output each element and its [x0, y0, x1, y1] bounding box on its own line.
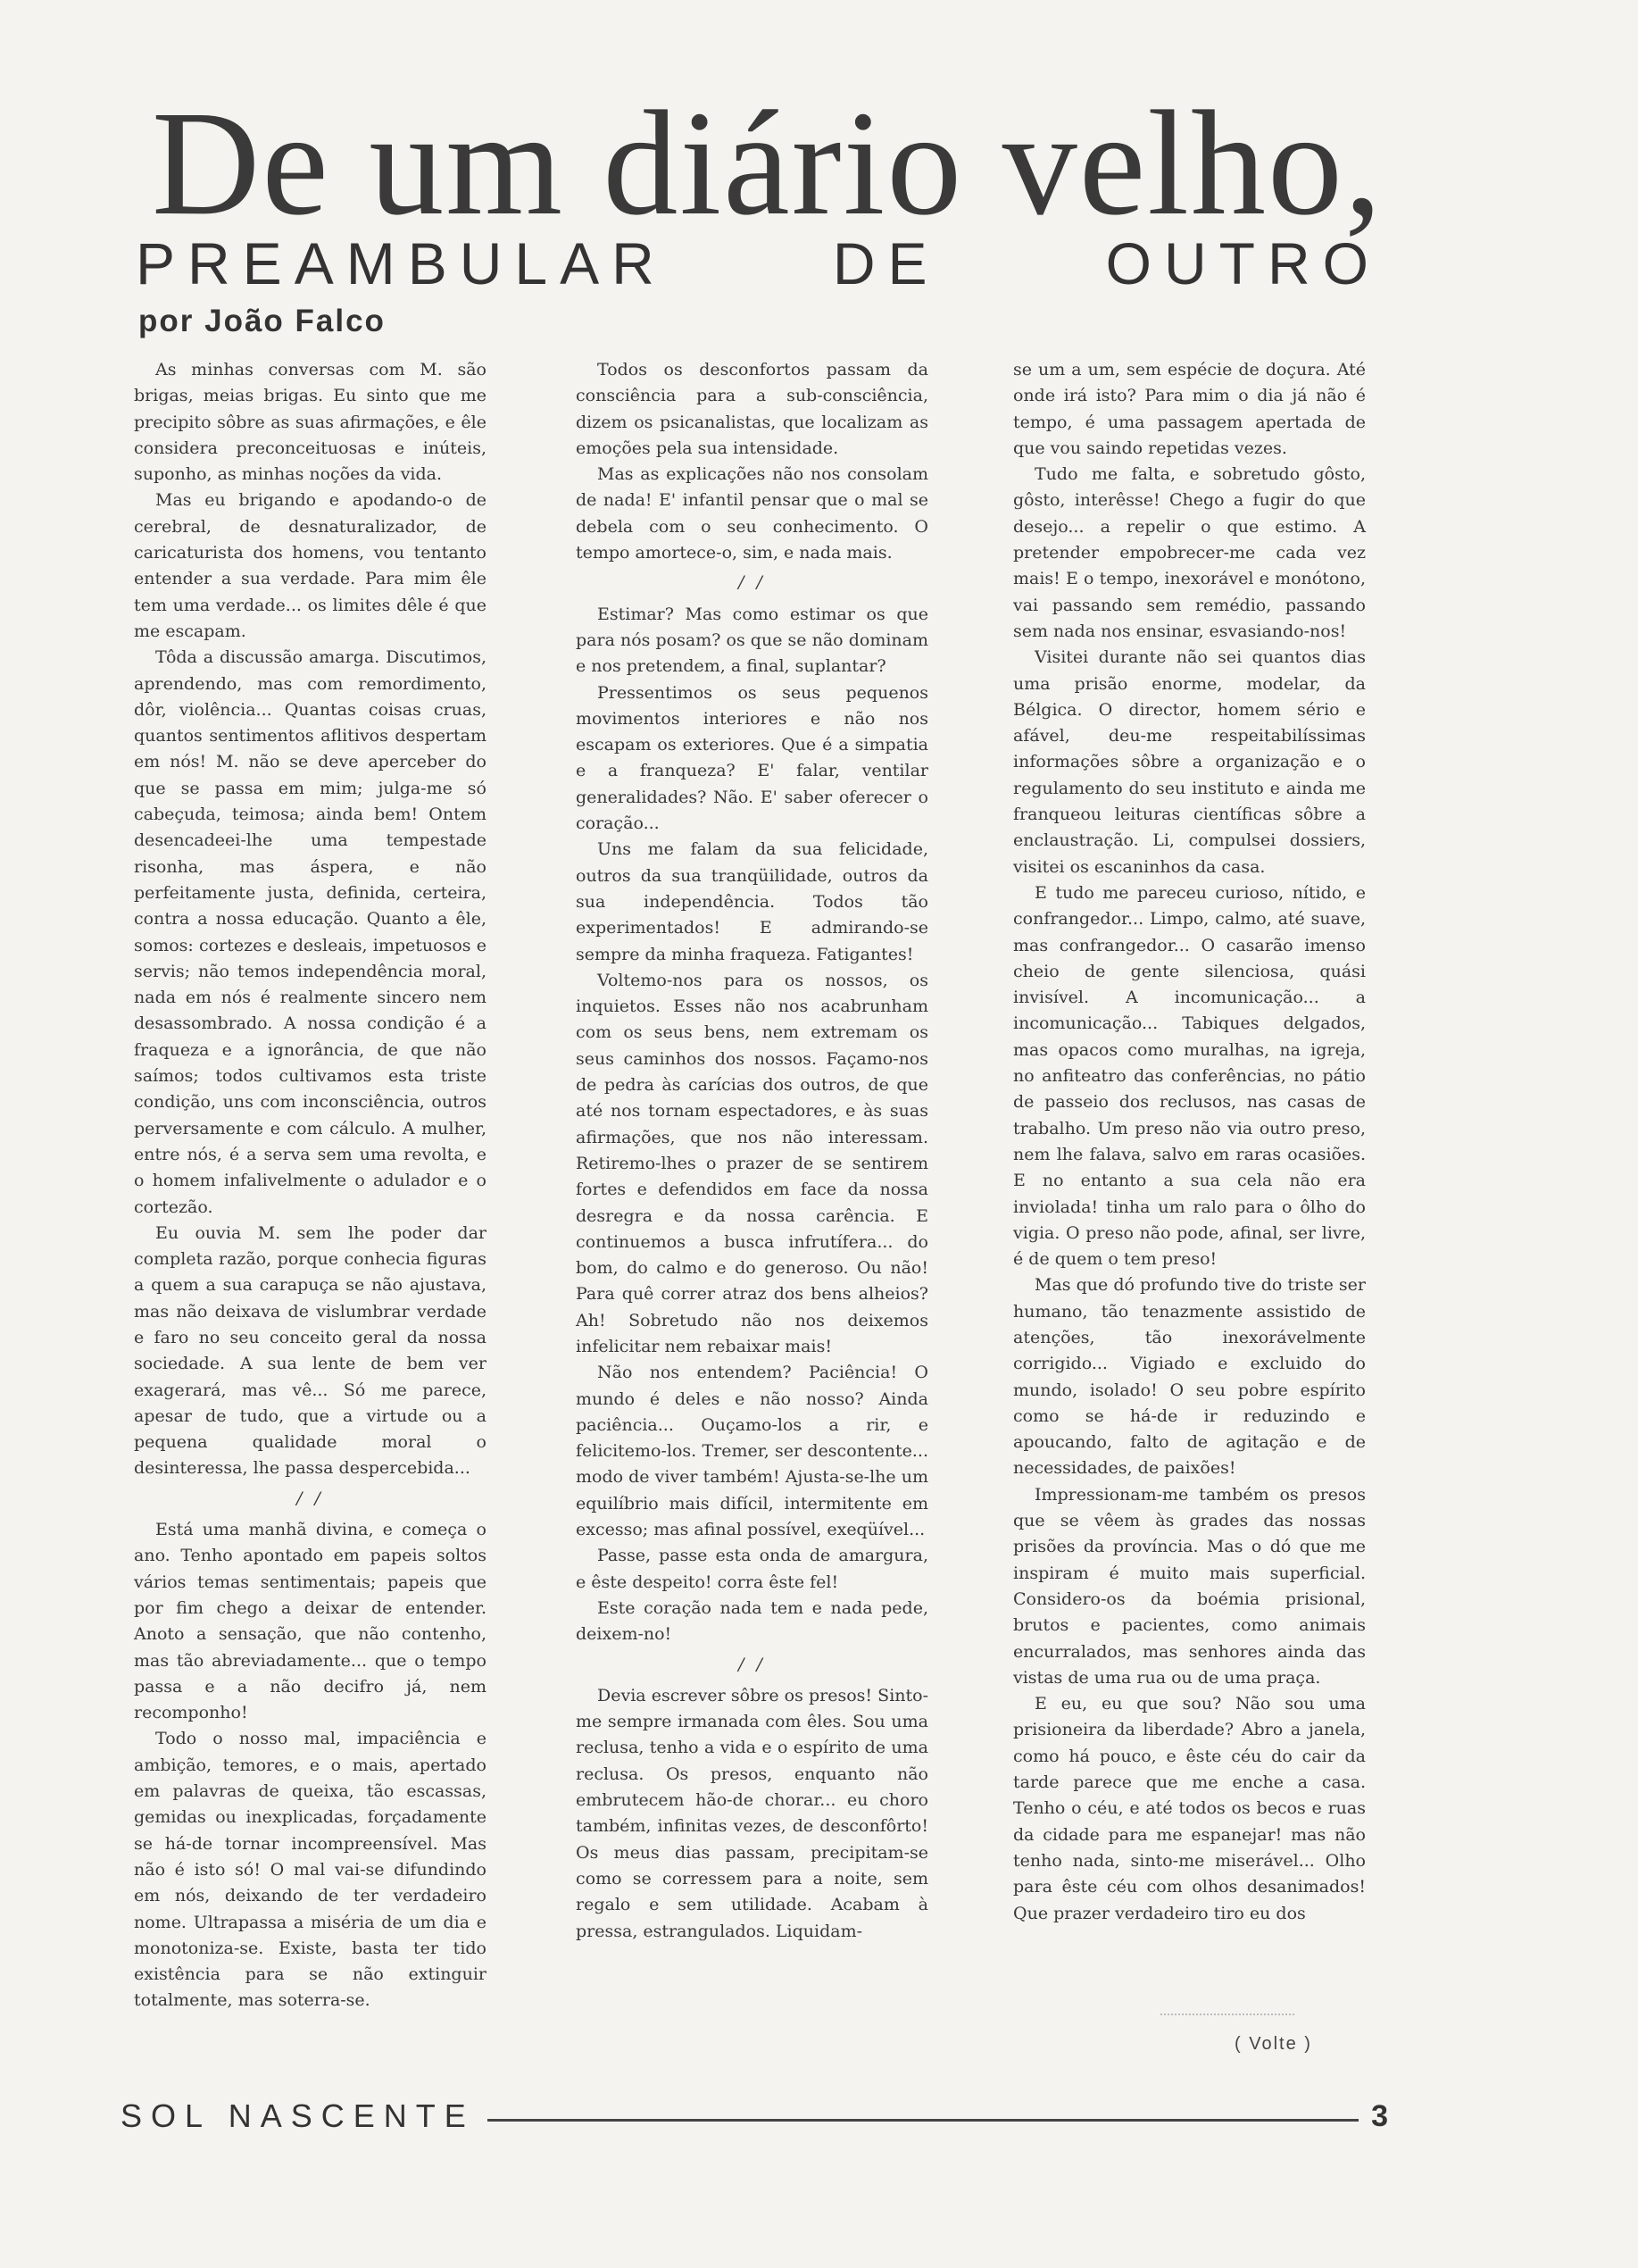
paragraph: Mas que dó profundo tive do triste ser humano, tão tenazmente assistido de atenções, tão inexorávelmente corrigido... Vigiado e excluido do mundo, isolado! O seu pobre espírito como se há-de ir reduzindo e apoucando, falto de agitação e de necessidades, de paixões! [1013, 1275, 1366, 1479]
paragraph: Eu ouvia M. sem lhe poder dar completa razão, porque conhecia figuras a quem a sua carapuça se não ajustava, mas não deixava de vislumbrar verdade e faro no seu conceito geral da nossa sociedade. A sua lente de bem ver exagerará, mas vê... Só me parece, apesar de tudo, que a virtude ou a pequena qualidade moral o desinteressa, lhe passa despercebida... [134, 1222, 486, 1479]
paragraph-continued: se um a um, sem espécie de doçura. Até onde irá isto? Para mim o dia já não é tempo, é uma passagem apertada de que vou saindo repetidas vezes. [1013, 360, 1366, 458]
paragraph: Tôda a discussão amarga. Discutimos, aprendendo, mas com remordimento, dôr, violência... Quantas coisas cruas, quantos sentimentos aflitivos despertam em nós! M. não se deve aperceber do que se passa em mim; julga-me só cabeçuda, teimosa; ainda bem! Ontem desencadeei-lhe uma tempestade risonha, mas áspera, e não perfeitamente justa, definida, certeira, contra a nossa educação. Quanto a êle, somos: cortezes e desleais, impetuosos e servis; não temos independência moral, nada em nós é realmente sincero nem desassombrado. A nossa condição é a fraqueza e a ignorância, de que não saímos; todos cultivamos esta triste condição, uns com inconsciência, outros perversamente e com cálculo. A mulher, entre nós, é a serva sem uma revolta, e o homem infalivelmente o adulador e o cortezão. [134, 647, 486, 1217]
paragraph: Estimar? Mas como estimar os que para nós posam? os que se não dominam e nos pretendem, a final, suplantar? [576, 604, 928, 677]
paragraph: Todos os desconfortos passam da consciência para a sub-consciência, dizem os psicanalistas, que localizam as emoções pela sua intensidade. [576, 360, 928, 458]
footer-rule [487, 2119, 1359, 2122]
paragraph: Mas as explicações não nos consolam de nada! E' infantil pensar que o mal se debela com o seu conhecimento. O tempo amortece-o, sim, e nada mais. [576, 464, 928, 563]
continued-note: ( Volte ) [1235, 2034, 1312, 2054]
section-separator: / / [738, 1654, 766, 1674]
page-number: 3 [1371, 2098, 1388, 2133]
paragraph: Não nos entendem? Paciência! O mundo é deles e não nosso? Ainda paciência... Ouçamo-los a rir, e felicitemo-los. Tremer, ser descontente... modo de viver também! Ajusta-se-lhe um equilíbrio mais difícil, intermitente em excesso; mas afinal possível, exeqüível... [576, 1363, 928, 1540]
paragraph: Devia escrever sôbre os presos! Sinto-me sempre irmanada com êles. Sou uma reclusa, tenho a vida e o espírito de uma reclusa. Os presos, enquanto não embrutecem hão-de chorar... eu choro também, infinitas vezes, de desconfôrto! Os meus dias passam, precipitam-se como se corressem para a noite, sem regalo e sem utilidade. Acabam à pressa, estrangulados. Liquidam- [576, 1685, 928, 1941]
paragraph: As minhas conversas com M. são brigas, meias brigas. Eu sinto que me precipito sôbre as suas afirmações, e êle considera preconceituosas e inúteis, suponho, as minhas noções da vida. [134, 360, 486, 485]
paragraph: Visitei durante não sei quantos dias uma prisão enorme, modelar, da Bélgica. O director, homem sério e afável, deu-me respeitabilíssimas informações sôbre a organização e o regulamento do seu instituto e ainda me franqueou leituras científicas sôbre a enclaustração. Li, compulsei dossiers, visitei os escaninhos da casa. [1013, 647, 1366, 877]
title-word: um [369, 80, 564, 246]
paragraph: Pressentimos os seus pequenos movimentos interiores e não nos escapam os exteriores. Que é a simpatia e a franqueza? E' falar, ventilar generalidades? Não. E' saber oferecer o coração... [576, 682, 928, 834]
subtitle-word: OUTRO [1105, 230, 1381, 296]
paragraph: Mas eu brigando e apodando-o de cerebral, de desnaturalizador, de caricaturista dos homens, vou tentanto entender a sua verdade. Para mim êle tem uma verdade... os limites dêle é que me escapam. [134, 490, 486, 641]
text-column-2 [576, 357, 928, 1945]
title-word: diário [603, 80, 964, 246]
text-column-1 [134, 357, 486, 2014]
section-separator: / / [296, 1488, 324, 1508]
paragraph: E tudo me pareceu curioso, nítido, e confrangedor... Limpo, calmo, até suave, mas confrangedor... O casarão imenso cheio de gente silenciosa, quási invisível. A incomunicação... a incomunicação... Tabiques delgados, mas opacos como muralhas, na igreja, no anfiteatro das conferências, no pátio de passeio dos reclusos, nas casas de trabalho. Um preso não via outro preso, nem lhe falava, salvo em raras ocasiões. E no entanto a sua cela não era inviolada! tinha um ralo para o ôlho do vigia. O preso não pode, afinal, ser livre, é de quem o tem preso! [1013, 882, 1366, 1270]
publication-name: SOL NASCENTE [121, 2097, 475, 2134]
paragraph: Uns me falam da sua felicidade, outros da sua tranqüilidade, outros da sua independência. Todos tão experimentados! E admirando-se sempre da minha fraqueza. Fatigantes! [576, 839, 928, 964]
page-footer [121, 2089, 1388, 2143]
subtitle-word: DE [832, 230, 940, 296]
subtitle-word: PREAMBULAR [136, 230, 667, 296]
section-separator: / / [738, 572, 766, 593]
article-title [152, 79, 1384, 248]
paragraph: Passe, passe esta onda de amargura, e êste despeito! corra êste fel! [576, 1546, 928, 1592]
ink-speckle [1160, 2014, 1294, 2021]
paragraph: E eu, eu que sou? Não sou uma prisioneira da liberdade? Abro a janela, como há pouco, e êste céu do cair da tarde parece que me enche a casa. Tenho o céu, e até todos os becos e ruas da cidade para me espanejar! mas não tenho nada, sinto-me miserável... Olho para êste céu com olhos desanimados! Que prazer verdadeiro tiro eu dos [1013, 1694, 1366, 1923]
paragraph: Está uma manhã divina, e começa o ano. Tenho apontado em papeis soltos vários temas sentimentais; papeis que por fim chego a deixar de entender. Anoto a sensação, que não contenho, mas tão abreviadamente... que o tempo passa e a não decifro já, nem recomponho! [134, 1520, 486, 1723]
paragraph: Todo o nosso mal, impaciência e ambição, temores, e o mais, apertado em palavras de queixa, tão escassas, gemidas ou inexplicadas, forçadamente se há-de tornar incompreensível. Mas não é isto só! O mal vai-se difundindo em nós, deixando de ter verdadeiro nome. Ultrapassa a miséria de um dia e monotoniza-se. Existe, basta ter tido existência para se não extinguir totalmente, mas soterra-se. [134, 1729, 486, 2011]
title-word: De [152, 80, 330, 246]
author-byline: por João Falco [138, 304, 386, 338]
title-word: velho, [1002, 80, 1384, 246]
text-column-3 [1013, 357, 1366, 1927]
paragraph: Voltemo-nos para os nossos, os inquietos. Esses não nos acabrunham com os seus bens, nem extremam os seus caminhos dos nossos. Façamo-nos de pedra às carícias dos outros, de que até nos tornam espectadores, e às suas afirmações, que nos não interessam. Retiremo-lhes o prazer de se sentirem fortes e defendidos em face da nossa desregra e da nossa carência. E continuemos a busca infrutífera... do bom, do calmo e do generoso. Ou não! Para quê correr atraz dos bens alheios? Ah! Sobretudo não nos deixemos infelicitar nem rebaixar mais! [576, 970, 928, 1356]
paragraph: Este coração nada tem e nada pede, deixem-no! [576, 1597, 928, 1645]
paragraph: Tudo me falta, e sobretudo gôsto, gôsto, interêsse! Chego a fugir do que desejo... a repelir o que estimo. A pretender empobrecer-me cada vez mais! E o tempo, inexorável e monótono, vai passando sem remédio, passando sem nada nos ensinar, esvasiando-nos! [1013, 464, 1366, 641]
paragraph: Impressionam-me também os presos que se vêem às grades das nossas prisões da província. Mas o dó que me inspiram é muito mais superficial. Considero-os da boémia prisional, brutos e pacientes, como animais encurralados, mas senhores ainda das vistas de uma rua ou de uma praça. [1013, 1484, 1366, 1688]
article-subtitle [136, 228, 1381, 299]
